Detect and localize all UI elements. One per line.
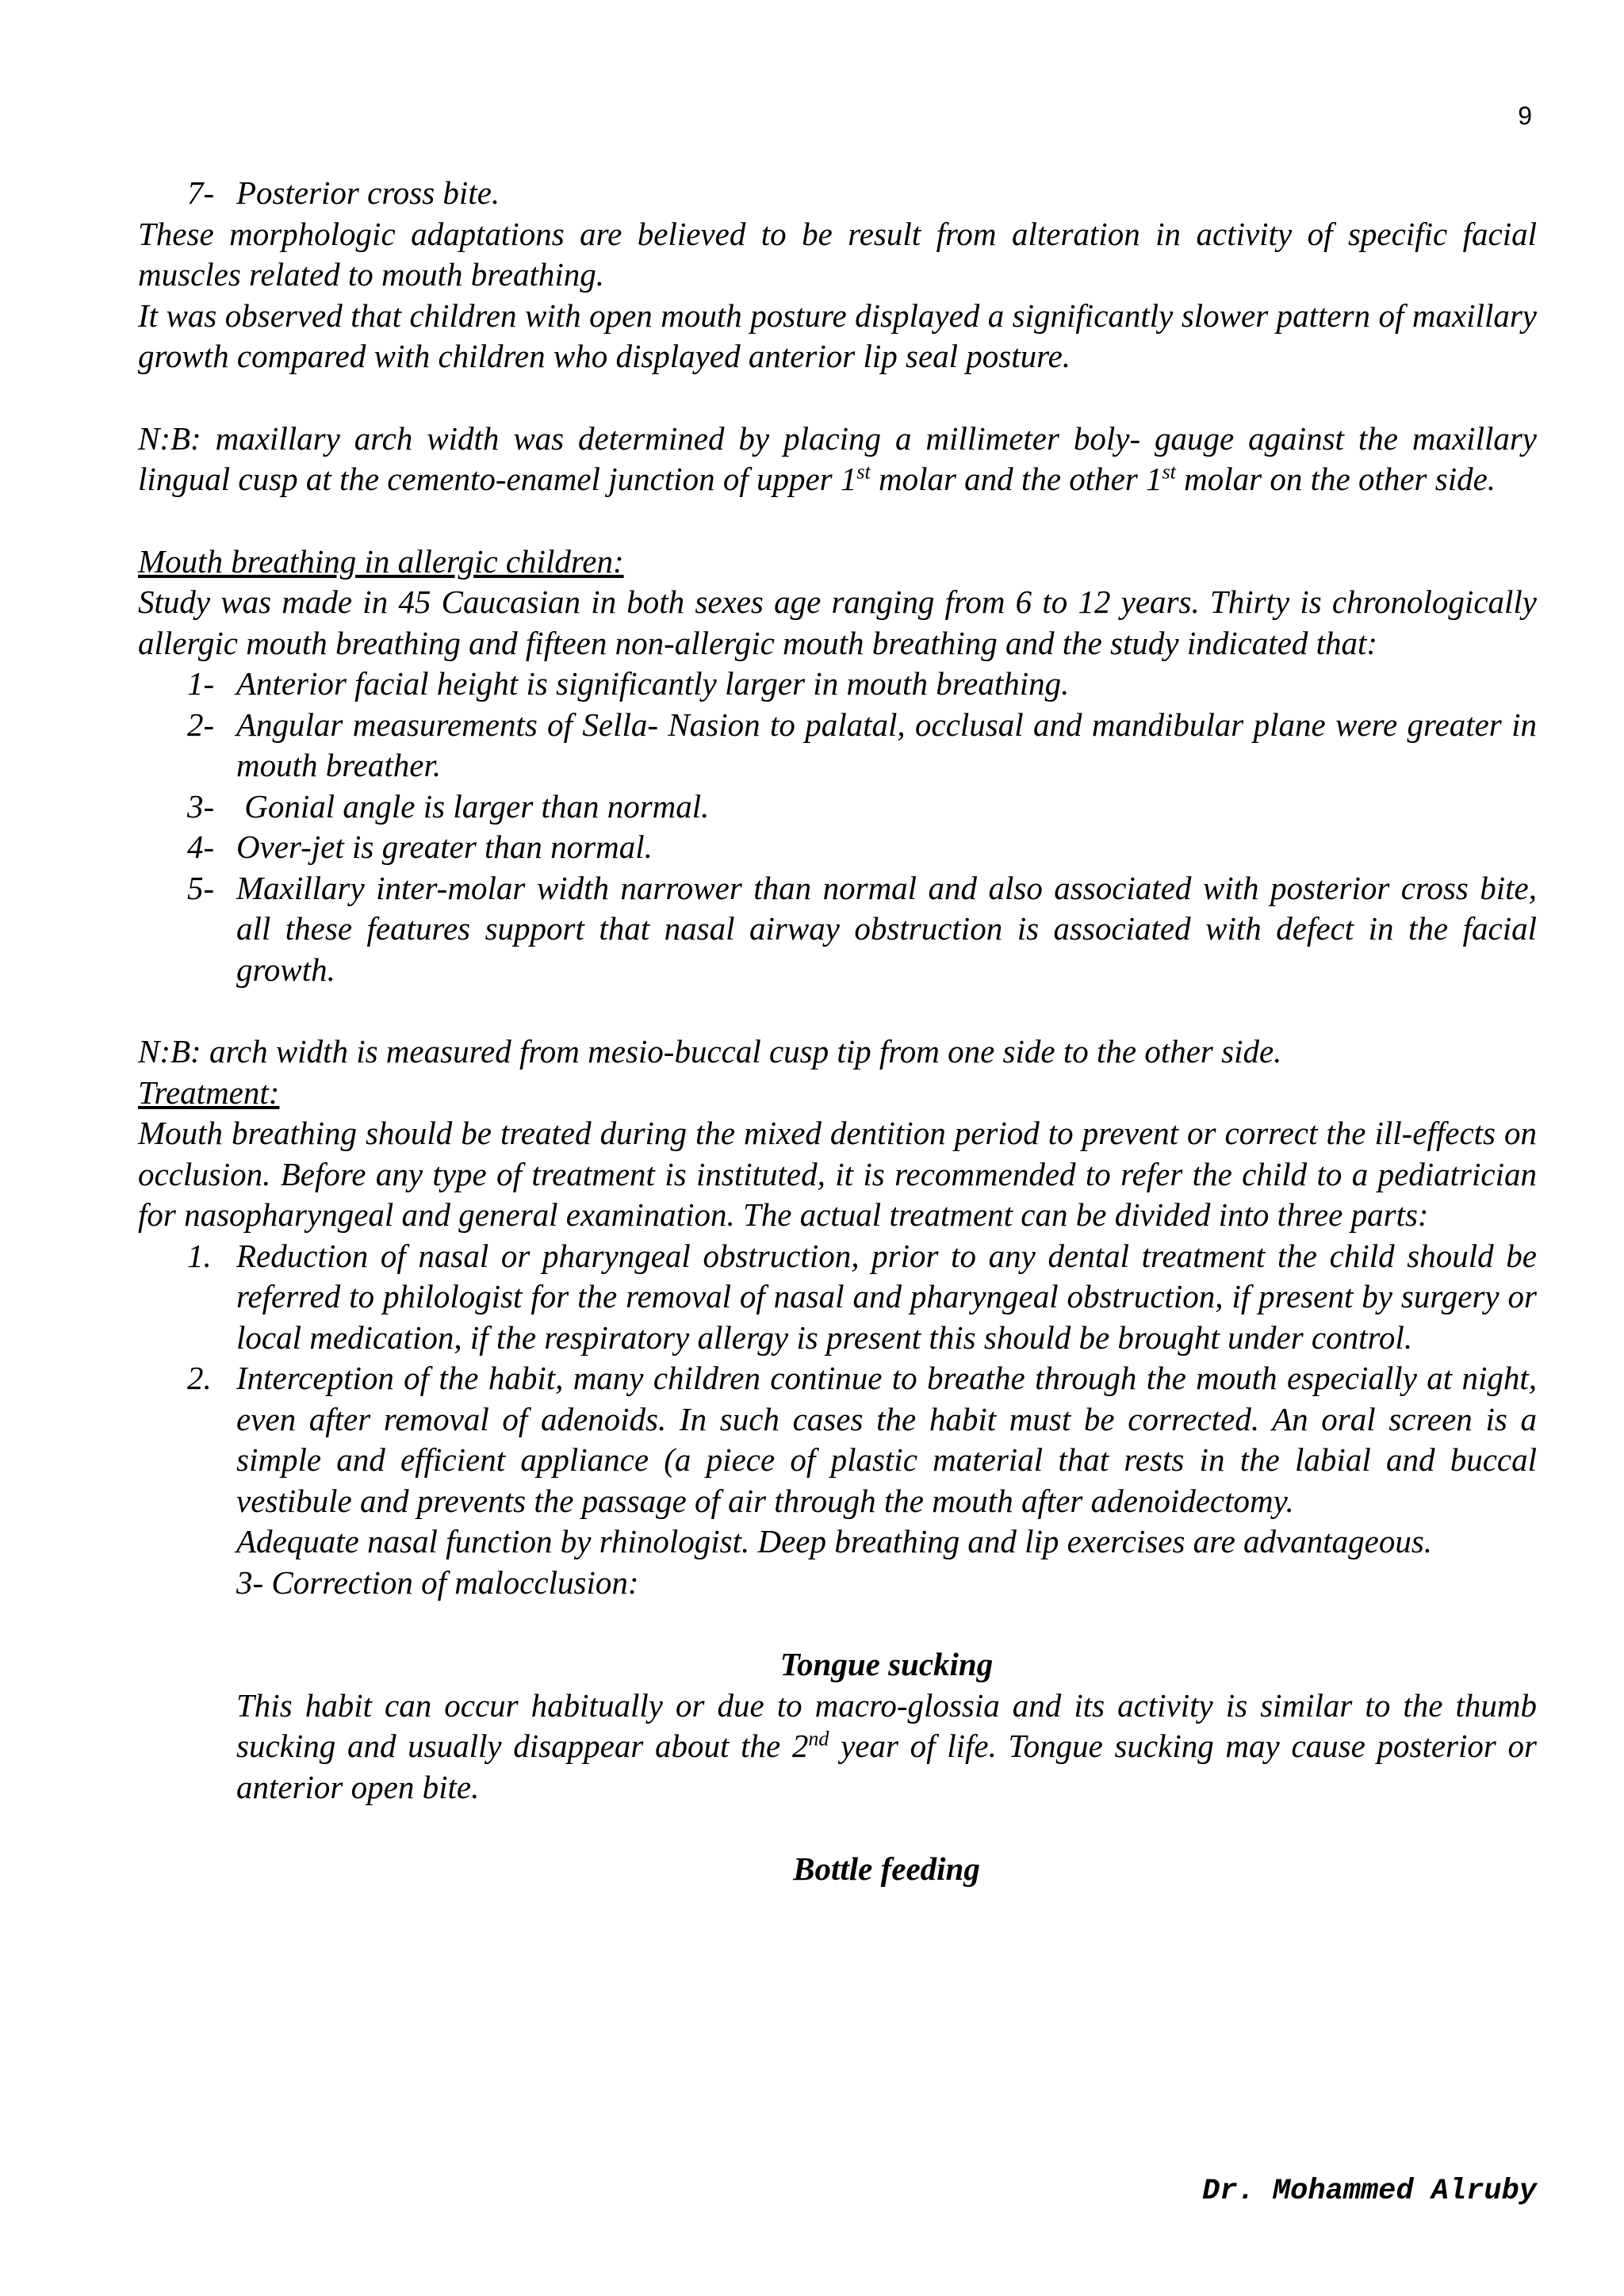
list-item: 1. Reduction of nasal or pharyngeal obstruction, prior to any dental treatment the child should be referred to philologist for the removal of nasal and pharyngeal obstruction, if present by surgery or local medication, if the respiratory allergy is present this should be brought under control. [187,1237,1537,1356]
list-item: 5- Maxillary inter-molar width narrower than normal and also associated with posterior cross bite, all these features support that nasal airway obstruction is associated with defect in the facial growth. [187,869,1537,988]
paragraph-tongue-sucking: This habit can occur habitually or due to macro-glossia and its activity is similar to the thumb sucking and usually disappear about the 2nd year of life. Tongue sucking may cause posterior or anterior open bite. [236,1686,1537,1805]
note-mesio-buccal: N:B: arch width is measured from mesio-buccal cusp tip from one side to the other side. [138,1033,1282,1070]
section-title-bottle-feeding: Bottle feeding [793,1850,980,1887]
item-number: 7- [187,174,215,211]
item-correction: 3- Correction of malocclusion: [236,1563,639,1601]
section-heading-allergic: Mouth breathing in allergic children: [138,542,624,580]
section-heading-treatment: Treatment: [138,1073,280,1111]
note-arch-width: N:B: maxillary arch width was determined by placing a millimeter boly- gauge against the maxillary lingual cusp at the cemento-enamel junction of upper 1st molar and the other 1st molar on the other side. [138,419,1537,497]
list-item: 1- Anterior facial height is significantly larger in mouth breathing. [187,665,1070,702]
allergic-findings-list [138,664,1537,990]
paragraph-observation: It was observed that children with open mouth posture displayed a significantly slower pattern of maxillary growth compared with children who displayed anterior lip seal posture. [138,297,1537,374]
list-item: 2- Angular measurements of Sella- Nasion to palatal, occlusal and mandibular plane were greater in mouth breather. [187,706,1537,783]
list-item [138,173,1537,214]
footer-author: Dr. Mohammed Alruby [1202,2175,1537,2208]
paragraph-treatment: Mouth breathing should be treated during the mixed dentition period to prevent or correct the ill-effects on occlusion. Before any type of treatment is instituted, it is recommended to refer the child to a pediatrician for nasopharyngeal and general examination. The actual treatment can be divided into three parts: [138,1115,1537,1233]
list-item: 3- Gonial angle is larger than normal. [187,787,710,825]
page-content [138,173,1537,1890]
list-item: 4- Over-jet is greater than normal. [187,828,653,865]
paragraph-adaptations: These morphologic adaptations are believed to be result from alteration in activity of specific facial muscles related to mouth breathing. [138,215,1537,293]
paragraph-study: Study was made in 45 Caucasian in both sexes age ranging from 6 to 12 years. Thirty is chronologically allergic mouth breathing and fifteen non-allergic mouth breathing and the study indicated that: [138,584,1537,661]
paragraph-nasal-function: Adequate nasal function by rhinologist. Deep breathing and lip exercises are advantageous. [236,1523,1433,1559]
item-text: Posterior cross bite. [236,174,500,211]
section-title-tongue-sucking: Tongue sucking [779,1646,994,1682]
list-item: 2. Interception of the habit, many children continue to breathe through the mouth especially at night, even after removal of adenoids. In such cases the habit must be corrected. An oral screen is a simple and efficient appliance (a piece of plastic material that rests in the labial and buccal vestibule and prevents the passage of air through the mouth after adenoidectomy. [187,1360,1537,1519]
treatment-list [138,1236,1537,1522]
page-number: 9 [1518,101,1532,130]
